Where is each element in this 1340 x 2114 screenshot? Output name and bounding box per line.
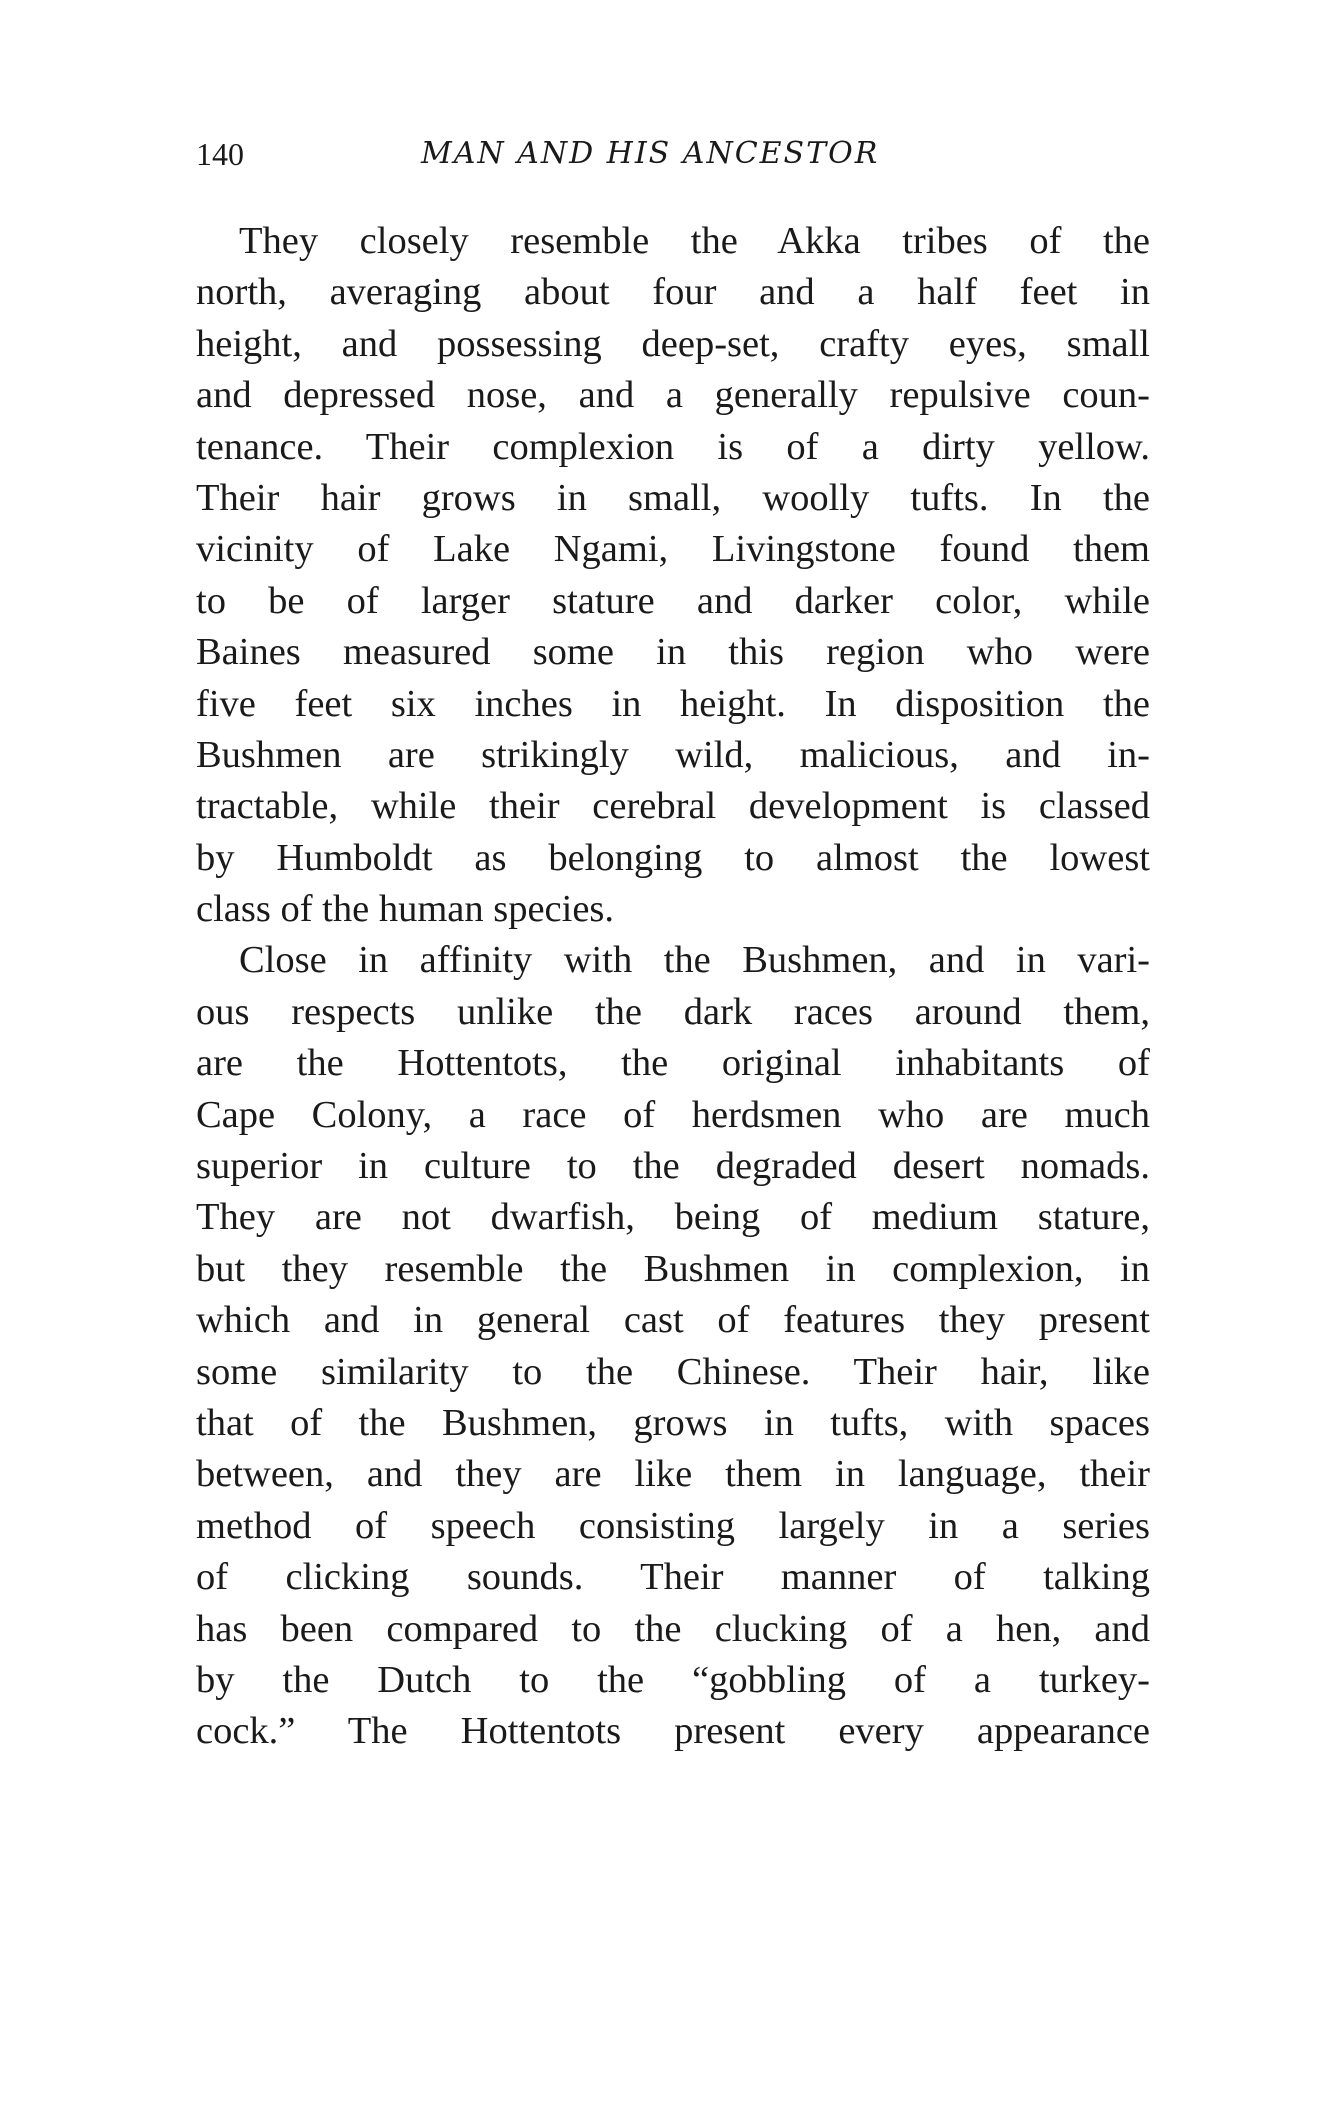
paragraph-bushmen [196,216,1150,935]
text-line: vicinity of Lake Ngami, Livingstone found them [196,528,1150,571]
text-line: Bushmen are strikingly wild, malicious, and in- [196,733,1150,776]
text-line: ous respects unlike the dark races around them, [196,990,1150,1033]
text-line: north, averaging about four and a half feet in [196,271,1150,314]
text-line: cock.” The Hottentots present every appearance [196,1710,1150,1753]
text-line: that of the Bushmen, grows in tufts, with spaces [196,1401,1150,1444]
text-line: tenance. Their complexion is of a dirty yellow. [196,425,1150,468]
text-line: superior in culture to the degraded desert nomads. [196,1145,1150,1188]
text-line: height, and possessing deep-set, crafty eyes, small [196,322,1150,365]
text-line: between, and they are like them in language, their [196,1453,1150,1496]
text-line: Their hair grows in small, woolly tufts. In the [196,476,1150,519]
text-line: to be of larger stature and darker color, while [196,579,1150,622]
text-line: of clicking sounds. Their manner of talking [196,1556,1150,1599]
text-line: and depressed nose, and a generally repulsive coun- [196,374,1150,417]
text-line: which and in general cast of features they present [196,1299,1150,1342]
text-line: method of speech consisting largely in a series [196,1504,1150,1547]
running-head [196,132,1150,176]
body-text [196,216,1150,1758]
text-line: Close in affinity with the Bushmen, and in vari- [239,939,1150,982]
text-line: They closely resemble the Akka tribes of the [239,220,1150,262]
text-line: Cape Colony, a race of herdsmen who are much [196,1093,1150,1136]
text-line: has been compared to the clucking of a hen, and [196,1607,1150,1650]
text-line: class of the human species. [196,888,615,931]
text-line: some similarity to the Chinese. Their hair, like [196,1350,1150,1393]
paragraph-hottentots [196,935,1150,1757]
text-line: by Humboldt as belonging to almost the lowest [196,836,1150,879]
text-line: Baines measured some in this region who were [196,631,1150,674]
running-title: MAN AND HIS ANCESTOR [421,136,880,171]
text-line: tractable, while their cerebral development is classed [196,785,1150,828]
page-number: 140 [196,136,244,172]
text-line: five feet six inches in height. In disposition the [196,682,1150,725]
text-line: but they resemble the Bushmen in complexion, in [196,1247,1150,1290]
text-line: are the Hottentots, the original inhabitants of [196,1042,1150,1085]
text-line: They are not dwarfish, being of medium stature, [196,1196,1150,1239]
text-line: by the Dutch to the “gobbling of a turkey- [196,1658,1150,1701]
